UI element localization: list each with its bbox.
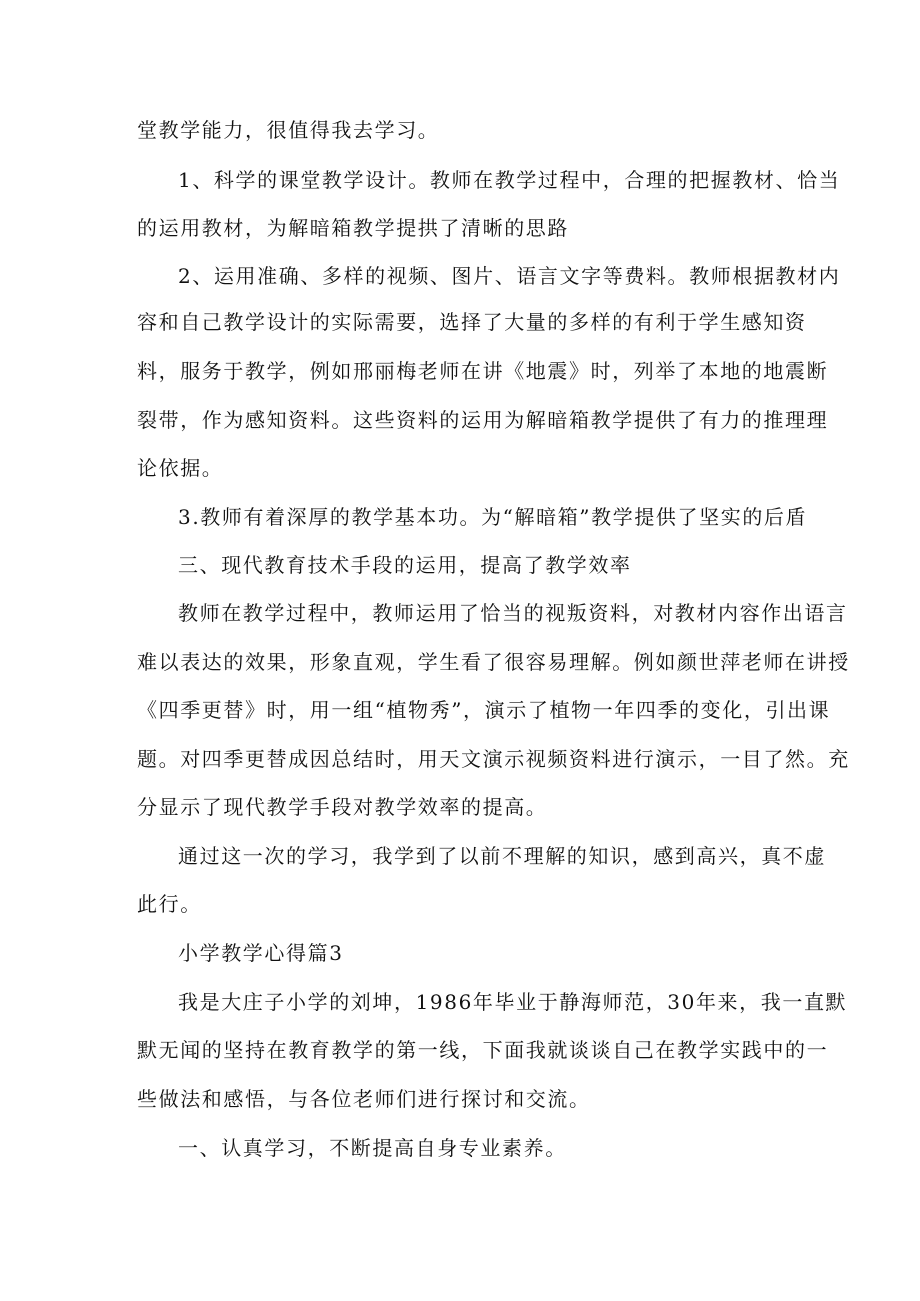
text-line: 此行。	[137, 892, 202, 916]
text-line: 分显示了现代教学手段对教学效率的提高。	[137, 795, 548, 819]
text-line: 的运用教材，为解暗箱教学提拱了清晰的思路	[137, 216, 569, 240]
text-line: 2、运用准确、多样的视频、图片、语言文字等费料。教师根据教材内	[178, 264, 841, 288]
section-title: 小学教学心得篇3	[178, 941, 344, 965]
text-line: 我是大庄子小学的刘坤，1986年毕业于静海师范，30年来，我一直默	[178, 990, 848, 1014]
text-line: 料，服务于教学，例如邢丽梅老师在讲《地震》时，列举了本地的地震断	[137, 359, 829, 383]
text-line: 难以表达的效果，形象直观，学生看了很容易理解。例如颜世萍老师在讲授	[137, 650, 850, 674]
text-line: 容和自己教学设计的实际需要，选择了大量的多样的有利于学生感知资	[137, 310, 807, 334]
text-line: 些做法和感悟，与各位老师们进行探讨和交流。	[137, 1087, 591, 1111]
text-line: 教师在教学过程中，教师运用了恰当的视叛资料，对教材内容作出语言	[178, 601, 848, 625]
text-line: 3.教师有着深厚的教学基本功。为“解暗箱”教学提供了坚实的后盾	[178, 505, 808, 529]
section-heading: 一、认真学习，不断提高自身专业素养。	[178, 1136, 567, 1160]
text-line: 论依据。	[137, 456, 224, 480]
text-line: 裂带，作为感知资料。这些资料的运用为解暗箱教学提供了有力的推理理	[137, 408, 829, 432]
text-line: 默无闻的坚持在教育教学的第一线，下面我就谈谈自己在教学实践中的一	[137, 1038, 829, 1062]
section-heading: 三、现代教育技术手段的运用，提高了教学效率	[178, 553, 632, 577]
text-line: 1、科学的课堂教学设计。教师在教学过程中，合理的把握教材、恰当	[178, 168, 841, 192]
text-line: 堂教学能力，很值得我去学习。	[137, 118, 440, 142]
text-line: 《四季更替》时，用一组“植物秀”，演示了植物一年四季的变化，引出课	[137, 698, 831, 722]
text-line: 题。对四季更替成因总结时，用天文演示视频资料进行演示，一目了然。充	[137, 747, 850, 771]
text-line: 通过这一次的学习，我学到了以前不理解的知识，感到高兴，真不虚	[178, 844, 826, 868]
